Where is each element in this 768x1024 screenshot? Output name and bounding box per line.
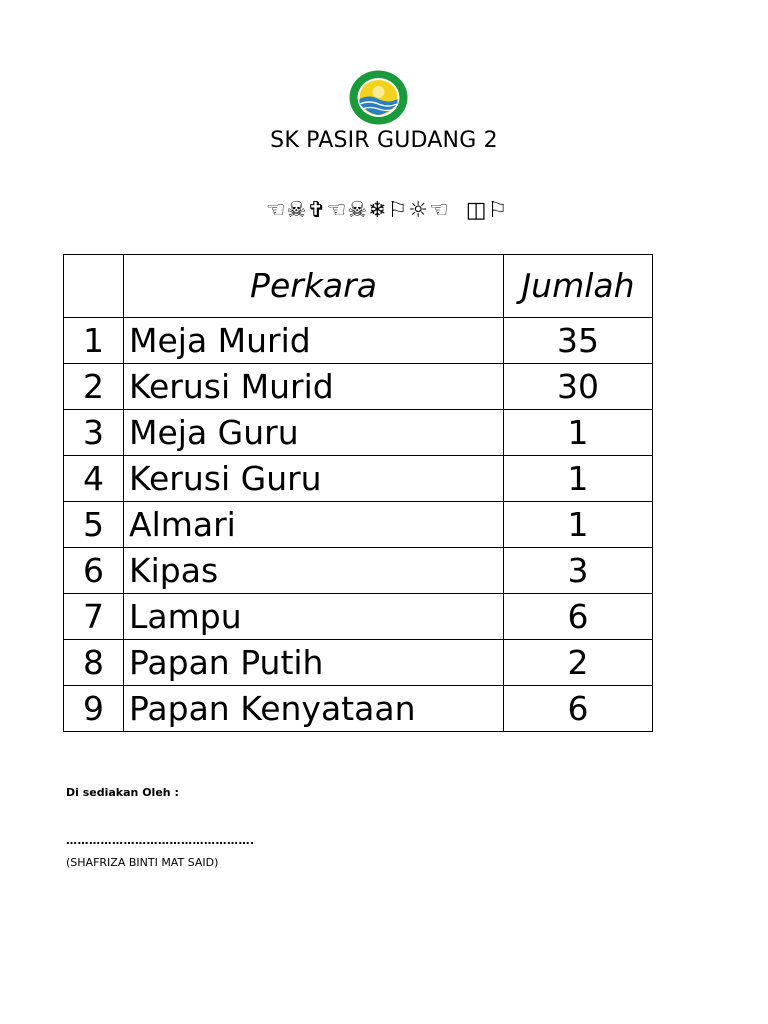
table-row <box>64 548 653 594</box>
row-number-cell: 2 <box>64 364 124 410</box>
header-number-cell <box>64 255 124 318</box>
row-item-cell: Meja Murid <box>124 318 504 364</box>
row-quantity-cell: 30 <box>504 364 653 410</box>
row-number-cell: 8 <box>64 640 124 686</box>
signature-line: …………………………………………. <box>66 834 255 847</box>
row-item-cell: Papan Putih <box>124 640 504 686</box>
signer-name: (SHAFRIZA BINTI MAT SAID) <box>66 856 219 869</box>
row-item-cell: Meja Guru <box>124 410 504 456</box>
table-row <box>64 318 653 364</box>
row-number-cell: 7 <box>64 594 124 640</box>
inventory-table <box>63 254 653 732</box>
row-item-cell: Kerusi Murid <box>124 364 504 410</box>
table-row <box>64 640 653 686</box>
row-number-cell: 9 <box>64 686 124 732</box>
row-item-cell: Papan Kenyataan <box>124 686 504 732</box>
row-item-cell: Kipas <box>124 548 504 594</box>
row-item-cell: Kerusi Guru <box>124 456 504 502</box>
document-title-symbols: ☜☠✞☜☠❄⚐☼☜ ◫⚐ <box>265 198 509 223</box>
prepared-by-label: Di sediakan Oleh : <box>66 786 179 799</box>
row-number-cell: 3 <box>64 410 124 456</box>
header-item-cell: Perkara <box>124 255 504 318</box>
header-quantity-cell: Jumlah <box>504 255 653 318</box>
row-item-cell: Almari <box>124 502 504 548</box>
row-quantity-cell: 3 <box>504 548 653 594</box>
row-item-cell: Lampu <box>124 594 504 640</box>
row-quantity-cell: 2 <box>504 640 653 686</box>
row-quantity-cell: 1 <box>504 456 653 502</box>
table-row <box>64 456 653 502</box>
table-row <box>64 364 653 410</box>
row-quantity-cell: 1 <box>504 410 653 456</box>
table-row <box>64 502 653 548</box>
school-name: SK PASIR GUDANG 2 <box>270 128 498 153</box>
table-row <box>64 594 653 640</box>
table-row <box>64 410 653 456</box>
row-quantity-cell: 35 <box>504 318 653 364</box>
row-number-cell: 1 <box>64 318 124 364</box>
row-quantity-cell: 1 <box>504 502 653 548</box>
row-number-cell: 6 <box>64 548 124 594</box>
row-quantity-cell: 6 <box>504 686 653 732</box>
table-header-row <box>64 255 653 318</box>
row-number-cell: 4 <box>64 456 124 502</box>
table-row <box>64 686 653 732</box>
row-quantity-cell: 6 <box>504 594 653 640</box>
school-crest-logo <box>347 68 410 127</box>
row-number-cell: 5 <box>64 502 124 548</box>
